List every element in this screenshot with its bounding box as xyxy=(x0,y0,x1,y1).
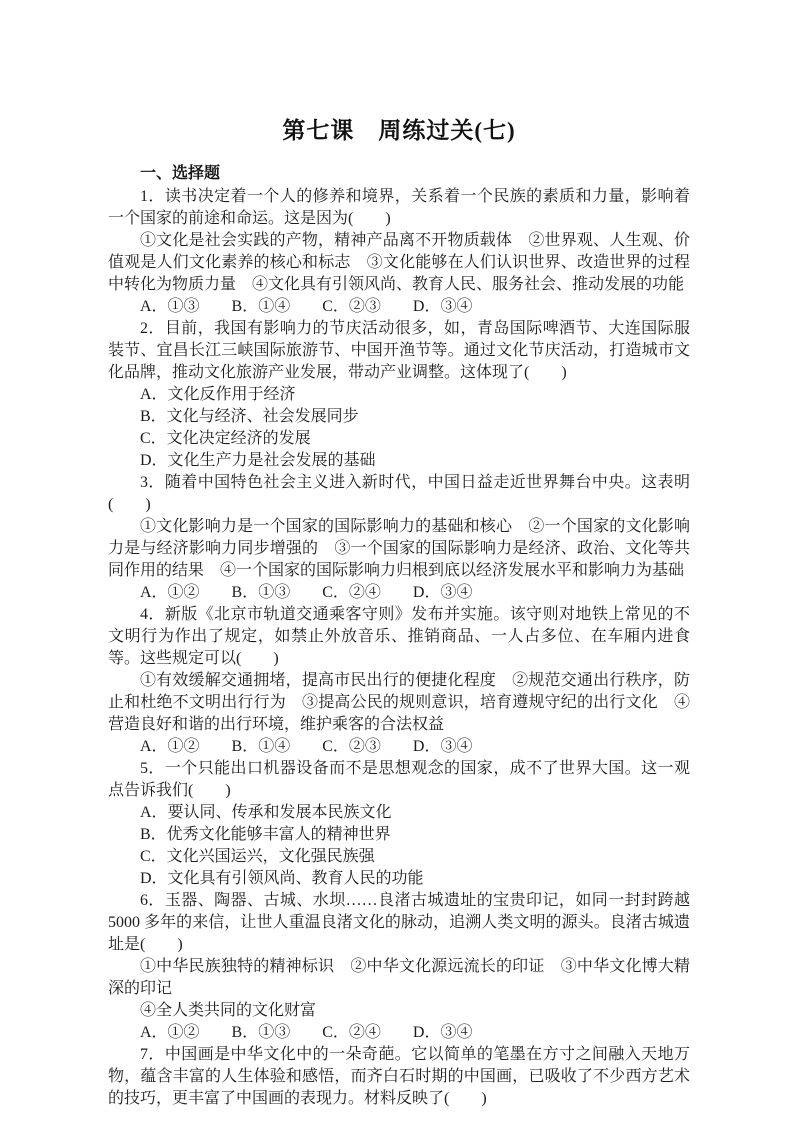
question-6-items: ①中华民族独特的精神标识 ②中华文化源远流长的印证 ③中华文化博大精深的印记 xyxy=(108,958,690,997)
question-6 xyxy=(108,890,690,1044)
question-2-option-a: A．文化反作用于经济 xyxy=(140,386,296,403)
question-1-options: A．①③ B．①④ C．②③ D．③④ xyxy=(140,298,473,315)
question-7-stem: 7．中国画是中华文化中的一朵奇葩。它以简单的笔墨在方寸之间融入天地万物，蕴含丰富的人生体验和感悟，而齐白石时期的中国画，已吸收了不少西方艺术的技巧，更丰富了中国画的表现力。材料反映了( ) xyxy=(108,1046,690,1107)
question-3-options: A．①② B．①③ C．②④ D．③④ xyxy=(140,584,473,601)
question-3 xyxy=(108,472,690,604)
question-1-stem: 1．读书决定着一个人的修养和境界，关系着一个民族的素质和力量，影响着一个国家的前途和命运。这是因为( ) xyxy=(108,188,690,227)
question-5-option-a: A．要认同、传承和发展本民族文化 xyxy=(140,804,392,821)
question-6-stem: 6．玉器、陶器、古城、水坝……良渚古城遗址的宝贵印记，如同一封封跨越 5000 多年的来信，让世人重温良渚文化的脉动，追溯人类文明的源头。良渚古城遗址是( ) xyxy=(108,892,690,953)
page-title: 第七课 周练过关(七) xyxy=(282,118,516,143)
question-2-option-c: C．文化决定经济的发展 xyxy=(140,430,311,447)
question-4-stem: 4．新版《北京市轨道交通乘客守则》发布并实施。该守则对地铁上常见的不文明行为作出了规定，如禁止外放音乐、推销商品、一人占多位、在车厢内进食等。这些规定可以( ) xyxy=(108,606,690,667)
question-2 xyxy=(108,318,690,472)
question-5-option-b: B．优秀文化能够丰富人的精神世界 xyxy=(140,826,391,843)
question-4 xyxy=(108,604,690,758)
question-5-option-d: D．文化具有引领风尚、教育人民的功能 xyxy=(140,870,424,887)
question-1 xyxy=(108,186,690,318)
question-6-options: A．①② B．①③ C．②④ D．③④ xyxy=(140,1024,473,1041)
question-5 xyxy=(108,758,690,890)
question-5-stem: 5．一个只能出口机器设备而不是思想观念的国家，成不了世界大国。这一观点告诉我们( ) xyxy=(108,760,690,799)
question-2-option-d: D．文化生产力是社会发展的基础 xyxy=(140,452,376,469)
question-7 xyxy=(108,1044,690,1110)
question-3-items: ①文化影响力是一个国家的国际影响力的基础和核心 ②一个国家的文化影响力是与经济影响力同步增强的 ③一个国家的国际影响力是经济、政治、文化等共同作用的结果 ④一个国家的国际影响力归根到底以经济发展水平和影响力为基础 xyxy=(108,518,690,579)
section-heading-choice-questions: 一、选择题 xyxy=(140,165,221,182)
question-3-stem: 3．随着中国特色社会主义进入新时代，中国日益走近世界舞台中央。这表明( ) xyxy=(108,474,690,513)
question-2-stem: 2．目前，我国有影响力的节庆活动很多，如，青岛国际啤酒节、大连国际服装节、宜昌长江三峡国际旅游节、中国开渔节等。通过文化节庆活动，打造城市文化品牌，推动文化旅游产业发展，带动产业调整。这体现了( ) xyxy=(108,320,690,381)
question-5-option-c: C．文化兴国运兴，文化强民族强 xyxy=(140,848,375,865)
question-4-items: ①有效缓解交通拥堵，提高市民出行的便捷化程度 ②规范交通出行秩序，防止和杜绝不文明出行行为 ③提高公民的规则意识，培育遵规守纪的出行文化 ④营造良好和谐的出行环境，维护乘客的合法权益 xyxy=(108,672,690,733)
question-6-item4: ④全人类共同的文化财富 xyxy=(140,1002,317,1019)
question-1-items: ①文化是社会实践的产物，精神产品离不开物质载体 ②世界观、人生观、价值观是人们文化素养的核心和标志 ③文化能够在人们认识世界、改造世界的过程中转化为物质力量 ④文化具有引领风尚、教育人民、服务社会、推动发展的功能 xyxy=(108,232,690,293)
question-2-option-b: B．文化与经济、社会发展同步 xyxy=(140,408,359,425)
question-4-options: A．①② B．①④ C．②③ D．③④ xyxy=(140,738,473,755)
